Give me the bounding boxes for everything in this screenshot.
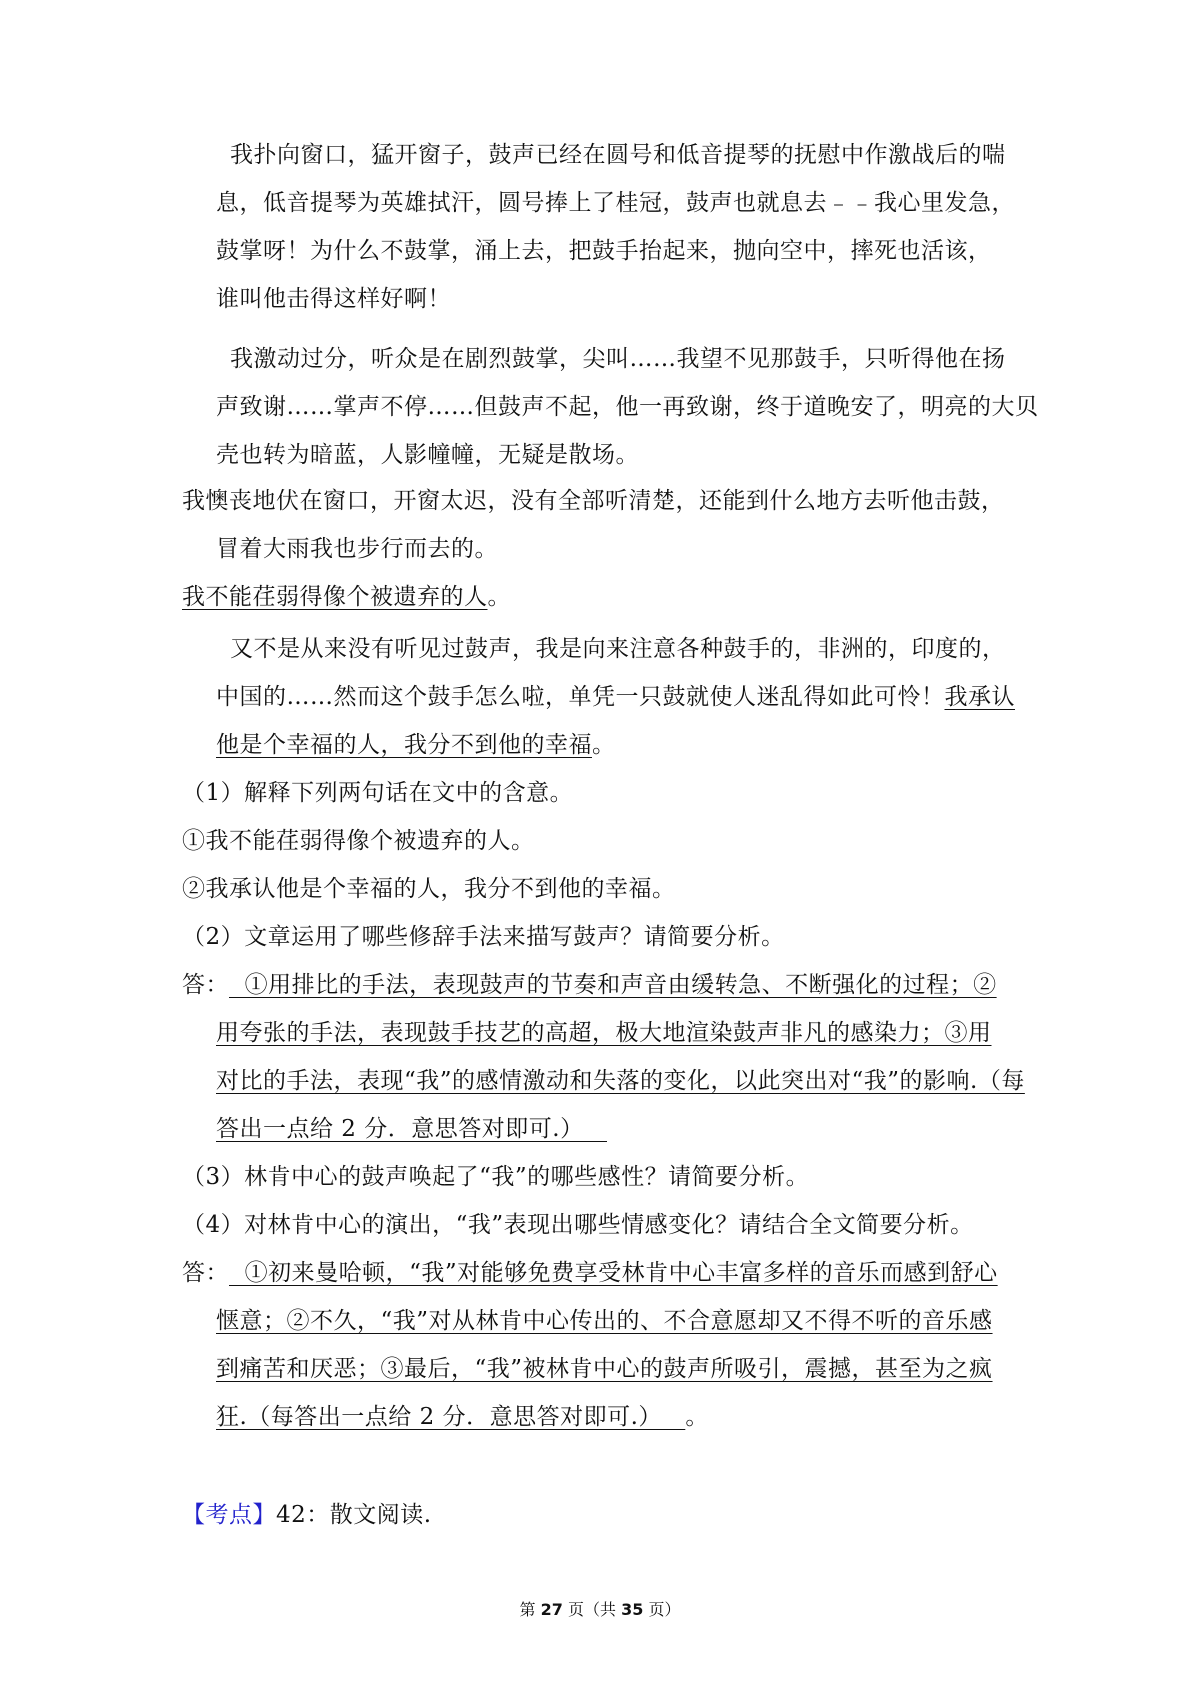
passage-p1-line-4: 谁叫他击得这样好啊！ (216, 286, 451, 312)
answer-4-line-1 (182, 1258, 998, 1288)
footer-total-pages: 35 (621, 1600, 644, 1619)
answer-2-line-1 (182, 970, 997, 1000)
passage-p4 (182, 582, 511, 612)
question-4: （4）对林肯中心的演出，“我”表现出哪些情感变化？请结合全文简要分析。 (182, 1212, 974, 1238)
kaodian-label: 【考点】 (182, 1502, 276, 1528)
kaodian (182, 1500, 432, 1530)
answer-2-text-1: ①用排比的手法，表现鼓声的节奏和声音由缓转急、不断强化的过程；② (229, 972, 997, 998)
footer-middle: 页（共 (562, 1600, 622, 1619)
answer-4-end: 。 (685, 1404, 709, 1430)
page-footer (0, 1600, 1200, 1620)
answer-2-line-3: 对比的手法，表现“我”的感情激动和失落的变化，以此突出对“我”的影响.（每 (216, 1068, 1025, 1094)
passage-p1-line-2: 息，低音提琴为英雄拭汗，圆号捧上了桂冠，鼓声也就息去﹣﹣我心里发急， (216, 190, 1015, 216)
passage-p1-line-3: 鼓掌呀！为什么不鼓掌，涌上去，把鼓手抬起来，抛向空中，摔死也活该， (216, 238, 992, 264)
answer-4-line-3: 到痛苦和厌恶；③最后，“我”被林肯中心的鼓声所吸引，震撼，甚至为之疯 (216, 1356, 993, 1382)
passage-p5-line-2-plain: 中国的……然而这个鼓手怎么啦，单凭一只鼓就使人迷乱得如此可怜！ (216, 684, 945, 710)
underlined-sentence-1: 我不能荏弱得像个被遗弃的人 (182, 584, 488, 610)
answer-label: 答： (182, 1260, 229, 1286)
answer-2-line-2: 用夸张的手法，表现鼓手技艺的高超，极大地渲染鼓声非凡的感染力；③用 (216, 1020, 992, 1046)
question-1-item-a: ①我不能荏弱得像个被遗弃的人。 (182, 828, 535, 854)
passage-p2-line-2: 声致谢……掌声不停……但鼓声不起，他一再致谢，终于道晚安了，明亮的大贝 (216, 394, 1039, 420)
passage-p5-line-3 (216, 730, 616, 760)
footer-prefix: 第 (519, 1600, 541, 1619)
passage-p3-line-2: 冒着大雨我也步行而去的。 (216, 536, 498, 562)
kaodian-text: 42：散文阅读. (276, 1502, 432, 1528)
answer-4-text-4: 狂.（每答出一点给 2 分．意思答对即可.） (216, 1404, 686, 1430)
answer-2-line-4: 答出一点给 2 分．意思答对即可.） (216, 1116, 607, 1142)
passage-p1-line-1: 我扑向窗口，猛开窗子，鼓声已经在圆号和低音提琴的抚慰中作激战后的喘 (230, 142, 1006, 168)
passage-p5-line-3-end: 。 (592, 732, 616, 758)
answer-4-line-4 (216, 1402, 709, 1432)
passage-p4-end: 。 (487, 584, 511, 610)
answer-label: 答： (182, 972, 229, 998)
footer-page-number: 27 (540, 1600, 563, 1619)
passage-p2-line-1: 我激动过分，听众是在剧烈鼓掌，尖叫……我望不见那鼓手，只听得他在扬 (230, 346, 1006, 372)
question-2: （2）文章运用了哪些修辞手法来描写鼓声？请简要分析。 (182, 924, 785, 950)
question-3: （3）林肯中心的鼓声唤起了“我”的哪些感性？请简要分析。 (182, 1164, 810, 1190)
answer-4-line-2: 惬意；②不久，“我”对从林肯中心传出的、不合意愿却又不得不听的音乐感 (216, 1308, 993, 1334)
underlined-sentence-2-start: 我承认 (944, 684, 1015, 710)
passage-p5-line-1: 又不是从来没有听见过鼓声，我是向来注意各种鼓手的，非洲的，印度的， (230, 636, 1006, 662)
question-1: （1）解释下列两句话在文中的含意。 (182, 780, 574, 806)
answer-4-text-1: ①初来曼哈顿，“我”对能够免费享受林肯中心丰富多样的音乐而感到舒心 (229, 1260, 998, 1286)
underlined-sentence-2-end: 他是个幸福的人，我分不到他的幸福 (216, 732, 592, 758)
footer-suffix: 页） (643, 1600, 681, 1619)
passage-p5-line-2 (216, 682, 1015, 712)
passage-p3-line-1: 我懊丧地伏在窗口，开窗太迟，没有全部听清楚，还能到什么地方去听他击鼓， (182, 488, 1005, 514)
passage-p2-line-3: 壳也转为暗蓝，人影幢幢，无疑是散场。 (216, 442, 639, 468)
question-1-item-b: ②我承认他是个幸福的人，我分不到他的幸福。 (182, 876, 676, 902)
